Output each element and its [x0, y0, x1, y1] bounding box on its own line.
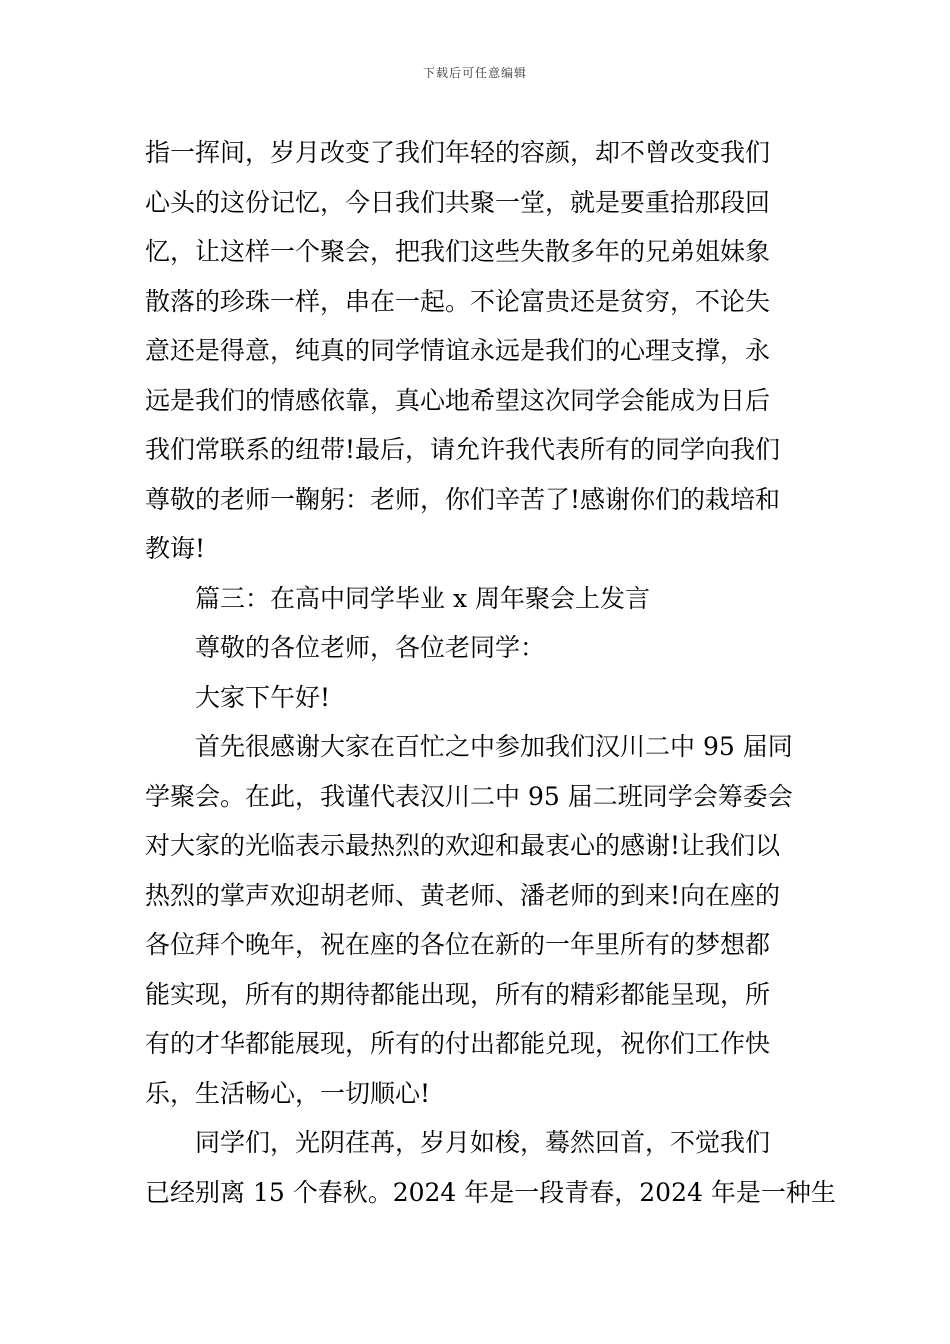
document-line: 已经别离 15 个春秋。2024 年是一段青春，2024 年是一种生 [145, 1177, 836, 1207]
document-line: 各位拜个晚年，祝在座的各位在新的一年里所有的梦想都 [145, 930, 771, 959]
document-line: 大家下午好! [195, 682, 331, 712]
document-line: 心头的这份记忆，今日我们共聚一堂，就是要重拾那段回 [145, 187, 771, 217]
document-body [145, 128, 836, 1217]
document-line: 尊敬的各位老师，各位老同学： [195, 633, 546, 662]
document-line: 学聚会。在此，我谨代表汉川二中 95 届二班同学会筹委会 [145, 781, 793, 811]
document-line: 热烈的掌声欢迎胡老师、黄老师、潘老师的到来!向在座的 [145, 880, 781, 910]
document-line: 意还是得意，纯真的同学情谊永远是我们的心理支撑，永 [145, 336, 771, 365]
document-line: 同学们，光阴荏苒，岁月如梭，蓦然回首，不觉我们 [195, 1128, 771, 1157]
document-line: 远是我们的情感依靠，真心地希望这次同学会能成为日后 [145, 385, 771, 415]
document-line: 指一挥间，岁月改变了我们年轻的容颜，却不曾改变我们 [145, 138, 771, 167]
document-line: 忆，让这样一个聚会，把我们这些失散多年的兄弟姐妹象 [145, 237, 771, 266]
document-line: 能实现，所有的期待都能出现，所有的精彩都能呈现，所 [145, 979, 771, 1009]
document-line: 乐，生活畅心，一切顺心! [145, 1078, 431, 1108]
document-line: 有的才华都能展现，所有的付出都能兑现，祝你们工作快 [145, 1029, 771, 1058]
document-line: 对大家的光临表示最热烈的欢迎和最衷心的感谢!让我们以 [145, 831, 781, 860]
document-line: 首先很感谢大家在百忙之中参加我们汉川二中 95 届同 [195, 732, 793, 761]
document-line: 教诲! [145, 534, 206, 563]
document-line: 尊敬的老师一鞠躬：老师，你们辛苦了!感谢你们的栽培和 [145, 484, 781, 514]
document-line: 我们常联系的纽带!最后，请允许我代表所有的同学向我们 [145, 435, 781, 464]
document-line: 散落的珍珠一样，串在一起。不论富贵还是贫穷，不论失 [145, 286, 771, 316]
document-line: 篇三：在高中同学毕业 x 周年聚会上发言 [195, 583, 650, 613]
page-header-note: 下载后可任意编辑 [422, 66, 527, 80]
